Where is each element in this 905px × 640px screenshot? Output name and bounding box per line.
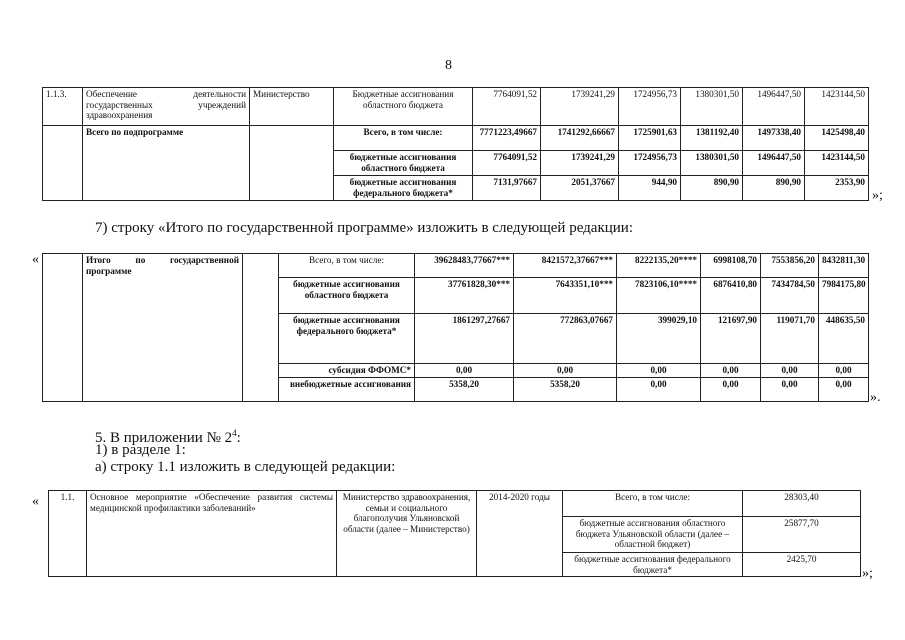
value-cell: 121697,90: [701, 314, 761, 364]
value-cell: 1496447,50: [743, 88, 805, 126]
value-cell: 944,90: [619, 176, 681, 201]
value-cell: 399029,10: [617, 314, 701, 364]
row-source: бюджетные ассигнования федерального бюджета*: [563, 553, 743, 577]
value-cell: 890,90: [743, 176, 805, 201]
row-1-1-paragraph: а) строку 1.1 изложить в следующей редакции:: [95, 459, 396, 475]
value-cell: 0,00: [701, 364, 761, 378]
total-label: Итого по государственной программе: [83, 254, 243, 402]
row-source: бюджетные ассигнования федерального бюджета*: [334, 176, 473, 201]
activity-table: [48, 490, 861, 577]
row-source: бюджетные ассигнования областного бюджета: [334, 151, 473, 176]
page-number: 8: [445, 58, 452, 73]
value-cell: 1739241,29: [541, 88, 619, 126]
row-source: субсидия ФФОМС*: [279, 364, 415, 378]
value-cell: 37761828,30***: [415, 278, 514, 314]
value-cell: 5358,20: [415, 377, 514, 401]
value-cell: 0,00: [819, 364, 869, 378]
value-cell: 2051,37667: [541, 176, 619, 201]
row-source: внебюджетные ассигнования: [279, 377, 415, 401]
value-cell: 890,90: [681, 176, 743, 201]
empty-cell: [243, 254, 279, 402]
value-cell: 1741292,66667: [541, 126, 619, 151]
row-source: Бюджетные ассигнования областного бюджета: [334, 88, 473, 126]
row-executor: Министерство здравоохранения, семьи и социального благополучия Ульяновской области (далее – Министерство): [337, 491, 477, 577]
closing-quote: ».: [870, 390, 881, 405]
value-cell: 1724956,73: [619, 151, 681, 176]
value-cell: 0,00: [617, 364, 701, 378]
value-cell: 7131,97667: [473, 176, 541, 201]
value-cell: 1380301,50: [681, 151, 743, 176]
value-cell: 1497338,40: [743, 126, 805, 151]
section-heading-colon: :: [236, 430, 241, 446]
value-cell: 448635,50: [819, 314, 869, 364]
instruction-7: 7) строку «Итого по государственной программе» изложить в следующей редакции:: [95, 220, 633, 236]
value-cell: 0,00: [415, 364, 514, 378]
row-source: бюджетные ассигнования областного бюджета: [279, 278, 415, 314]
table-row: [43, 126, 869, 151]
value-cell: 7643351,10***: [514, 278, 617, 314]
row-name: Основное мероприятие «Обеспечение развития системы медицинской профилактики заболеваний»: [87, 491, 337, 577]
row-source: Всего, в том числе:: [334, 126, 473, 151]
value-cell: 1725901,63: [619, 126, 681, 151]
value-cell: 7553856,20: [761, 254, 819, 278]
value-cell: 8222135,20****: [617, 254, 701, 278]
value-cell: 25877,70: [743, 517, 861, 553]
row-number: 1.1.: [49, 491, 87, 577]
row-executor: Министерство: [250, 88, 334, 126]
value-cell: 0,00: [617, 377, 701, 401]
value-cell: 7771223,49667: [473, 126, 541, 151]
row-name: Обеспечение деятельности государственных учреждений здравоохранения: [83, 88, 250, 126]
table-row: [43, 254, 869, 278]
subprogram-table: [42, 87, 869, 201]
value-cell: 1496447,50: [743, 151, 805, 176]
opening-quote: «: [32, 494, 39, 509]
value-cell: 1861297,27667: [415, 314, 514, 364]
section-1-paragraph: 1) в разделе 1:: [95, 442, 186, 458]
value-cell: 28303,40: [743, 491, 861, 517]
row-number: 1.1.3.: [43, 88, 83, 126]
row-period: 2014-2020 годы: [477, 491, 563, 577]
row-source: бюджетные ассигнования областного бюджета Ульяновской области (далее – областной бюджет): [563, 517, 743, 553]
value-cell: 7764091,52: [473, 88, 541, 126]
table-row: [49, 491, 861, 517]
value-cell: 1739241,29: [541, 151, 619, 176]
value-cell: 119071,70: [761, 314, 819, 364]
value-cell: 0,00: [819, 377, 869, 401]
closing-quote: »;: [872, 188, 883, 203]
row-source: бюджетные ассигнования федерального бюджета*: [279, 314, 415, 364]
opening-quote: «: [32, 252, 39, 267]
value-cell: 0,00: [761, 377, 819, 401]
table-row: [43, 88, 869, 126]
program-total-table: [42, 253, 869, 402]
section-heading-text: 5. В приложении № 2: [95, 430, 233, 446]
value-cell: 7984175,80: [819, 278, 869, 314]
empty-cell: [43, 126, 83, 201]
value-cell: 772863,07667: [514, 314, 617, 364]
value-cell: 1425498,40: [805, 126, 869, 151]
total-label: Всего по подпрограмме: [83, 126, 250, 201]
value-cell: 39628483,77667***: [415, 254, 514, 278]
value-cell: 1423144,50: [805, 151, 869, 176]
empty-cell: [43, 254, 83, 402]
value-cell: 7764091,52: [473, 151, 541, 176]
value-cell: 0,00: [701, 377, 761, 401]
row-source: Всего, в том числе:: [279, 254, 415, 278]
value-cell: 6998108,70: [701, 254, 761, 278]
value-cell: 2425,70: [743, 553, 861, 577]
value-cell: 8421572,37667***: [514, 254, 617, 278]
value-cell: 5358,20: [514, 377, 617, 401]
value-cell: 7823106,10****: [617, 278, 701, 314]
value-cell: 0,00: [514, 364, 617, 378]
value-cell: 1423144,50: [805, 88, 869, 126]
value-cell: 1724956,73: [619, 88, 681, 126]
value-cell: 0,00: [761, 364, 819, 378]
section-heading-sup: 4: [232, 428, 237, 438]
value-cell: 1380301,50: [681, 88, 743, 126]
closing-quote: »;: [862, 566, 873, 581]
value-cell: 2353,90: [805, 176, 869, 201]
value-cell: 1381192,40: [681, 126, 743, 151]
empty-cell: [250, 126, 334, 201]
value-cell: 8432811,30: [819, 254, 869, 278]
value-cell: 6876410,80: [701, 278, 761, 314]
row-source: Всего, в том числе:: [563, 491, 743, 517]
value-cell: 7434784,50: [761, 278, 819, 314]
